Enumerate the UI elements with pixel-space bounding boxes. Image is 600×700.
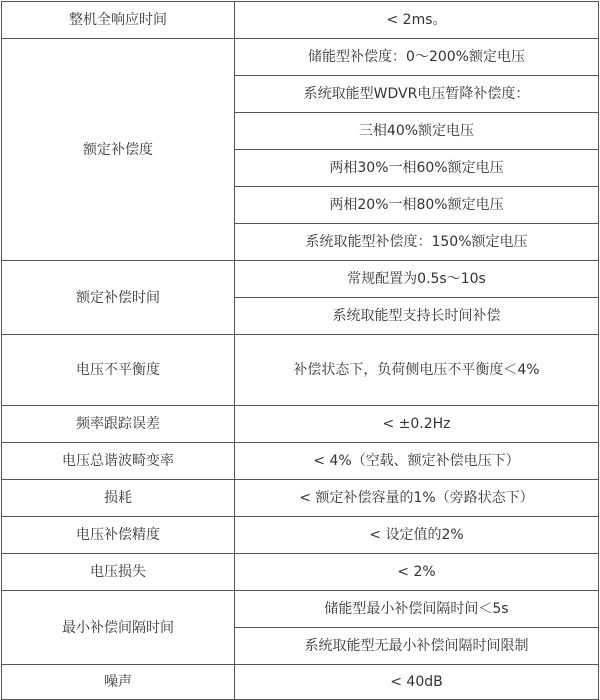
param-value: 三相40%额定电压 xyxy=(235,113,599,150)
param-value: < 4%（空载、额定补偿电压下） xyxy=(235,443,599,480)
param-label: 电压不平衡度 xyxy=(2,335,235,406)
param-value: 系统取能型补偿度：150%额定电压 xyxy=(235,224,599,261)
table-row-rated-comp xyxy=(2,39,599,76)
param-value: < 2% xyxy=(235,554,599,591)
table-row-noise xyxy=(2,665,599,700)
table-row-voltage-loss xyxy=(2,554,599,591)
param-value: < 额定补偿容量的1%（旁路状态下） xyxy=(235,480,599,517)
param-value: < 40dB xyxy=(235,665,599,700)
table-row-thd xyxy=(2,443,599,480)
table-row-loss xyxy=(2,480,599,517)
param-value: 两相20%一相80%额定电压 xyxy=(235,187,599,224)
param-label: 最小补偿间隔时间 xyxy=(2,591,235,665)
param-value: 系统取能型支持长时间补偿 xyxy=(235,298,599,335)
param-label: 额定补偿时间 xyxy=(2,261,235,335)
param-value: 系统取能型无最小补偿间隔时间限制 xyxy=(235,628,599,665)
param-value: 系统取能型WDVR电压暂降补偿度： xyxy=(235,76,599,113)
spec-table xyxy=(1,1,599,700)
param-label: 噪声 xyxy=(2,665,235,700)
table-row-freq xyxy=(2,406,599,443)
table-row-response-time xyxy=(2,2,599,39)
param-label: 电压总谐波畸变率 xyxy=(2,443,235,480)
param-value: 储能型补偿度：0～200%额定电压 xyxy=(235,39,599,76)
table-row-precision xyxy=(2,517,599,554)
param-label: 整机全响应时间 xyxy=(2,2,235,39)
table-row-unbalance xyxy=(2,335,599,406)
param-value: < ±0.2Hz xyxy=(235,406,599,443)
param-label: 频率跟踪误差 xyxy=(2,406,235,443)
param-label: 电压补偿精度 xyxy=(2,517,235,554)
param-value: < 2ms。 xyxy=(235,2,599,39)
param-label: 电压损失 xyxy=(2,554,235,591)
param-value: 常规配置为0.5s～10s xyxy=(235,261,599,298)
param-label: 损耗 xyxy=(2,480,235,517)
param-value: < 设定值的2% xyxy=(235,517,599,554)
param-value: 补偿状态下，负荷侧电压不平衡度＜4% xyxy=(235,335,599,406)
param-label: 额定补偿度 xyxy=(2,39,235,261)
param-value: 储能型最小补偿间隔时间＜5s xyxy=(235,591,599,628)
table-row-rated-time xyxy=(2,261,599,298)
param-value: 两相30%一相60%额定电压 xyxy=(235,150,599,187)
table-row-min-interval xyxy=(2,591,599,628)
